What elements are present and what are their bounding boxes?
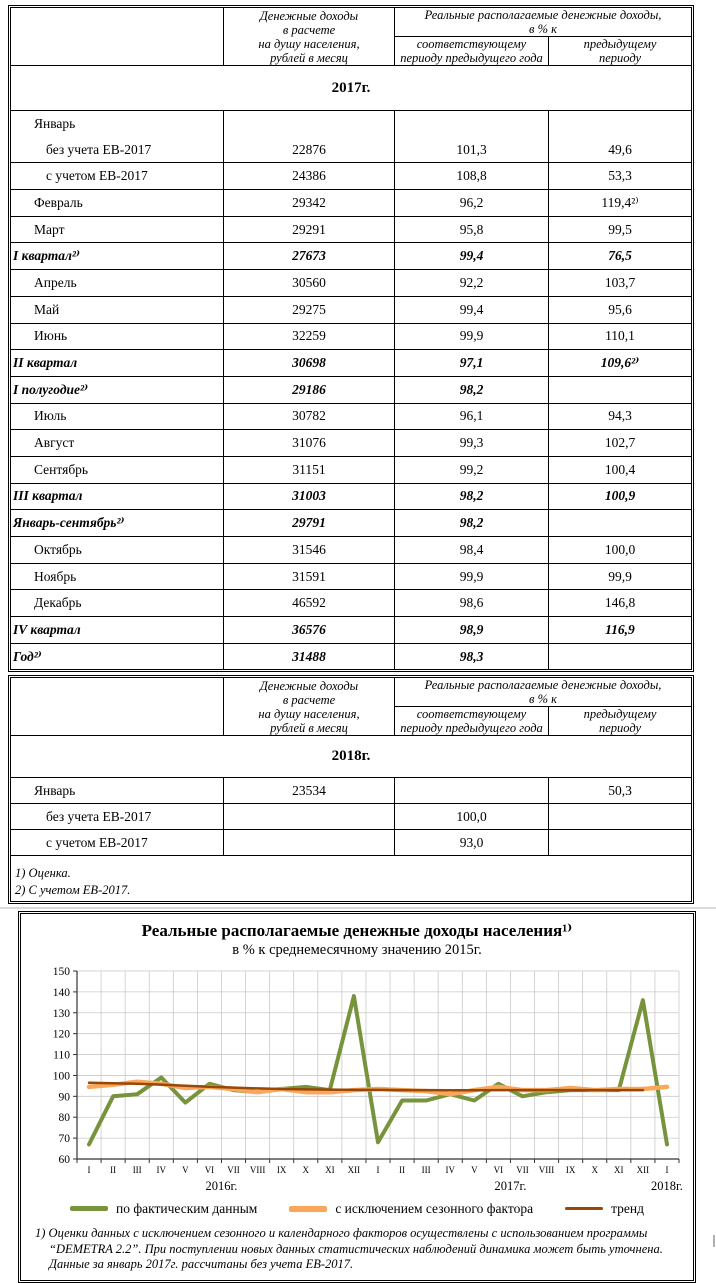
svg-text:I: I — [376, 1164, 380, 1175]
row-value: 31546 — [224, 537, 395, 563]
svg-text:XII: XII — [636, 1164, 650, 1175]
row-value: 29275 — [224, 297, 395, 323]
row-value: 98,2 — [395, 377, 549, 403]
row-value: 96,2 — [395, 190, 549, 216]
row-value: 94,3 — [608, 408, 632, 424]
row-value: 31591 — [224, 564, 395, 590]
table-body-2017 — [11, 111, 691, 669]
svg-text:70: 70 — [58, 1133, 70, 1146]
table-row — [11, 510, 691, 537]
header-subcolumns — [395, 37, 691, 65]
page-edge-mark — [713, 1235, 715, 1247]
row-value: 27673 — [224, 243, 395, 269]
footnote-line: Данные за январь 2017г. рассчитаны без учета ЕВ-2017. — [49, 1257, 354, 1272]
footnote-line: “DEMETRA 2.2”. При поступлении новых данных статистических наблюдений динамика может быть уточнена. — [49, 1241, 663, 1256]
income-chart-panel — [18, 911, 696, 1283]
row-value: 99,9 — [395, 564, 549, 590]
header-real-income-group — [395, 8, 691, 65]
row-value: 95,6 — [608, 301, 632, 317]
header-real-income: Реальные располагаемые денежные доходы, в % к — [395, 8, 691, 37]
legend-label: по фактическим данным — [115, 1200, 258, 1216]
row-value: 76,5 — [608, 248, 632, 264]
table-row — [11, 484, 691, 511]
row-label: Год²⁾ — [11, 644, 224, 670]
row-label: Апрель — [11, 270, 224, 296]
row-label: Март — [11, 217, 224, 243]
svg-text:XI: XI — [325, 1164, 335, 1175]
row-value: 30698 — [224, 350, 395, 376]
legend-item-actual — [70, 1201, 257, 1217]
row-value — [549, 830, 691, 855]
row-value: 99,9 — [395, 324, 549, 350]
row-value: 53,3 — [608, 168, 632, 184]
table-header — [11, 678, 691, 736]
header-empty-cell — [11, 678, 224, 735]
table-row — [11, 564, 691, 591]
row-value: 109,6²⁾ — [600, 355, 640, 371]
header-money-income: Денежные доходы в расчете на душу населения, рублей в месяц — [224, 678, 395, 735]
svg-text:150: 150 — [52, 965, 70, 978]
row-value: 31151 — [224, 457, 395, 483]
svg-text:60: 60 — [58, 1153, 70, 1166]
row-value — [549, 377, 691, 403]
row-label: Июнь — [11, 324, 224, 350]
svg-text:VII: VII — [227, 1164, 240, 1175]
svg-text:110: 110 — [53, 1049, 70, 1062]
row-value: 23534 — [224, 778, 395, 803]
row-label: I полугодие²⁾ — [11, 377, 224, 403]
row-value: 102,7 — [604, 435, 636, 451]
row-label: IV квартал — [11, 617, 224, 643]
row-label: без учета ЕВ-2017 — [11, 137, 224, 163]
row-value: 110,1 — [605, 328, 635, 344]
row-value: 32259 — [224, 324, 395, 350]
header-vs-prev-period: предыдущему периоду — [583, 37, 657, 65]
table-row — [11, 137, 691, 164]
svg-text:2016г.: 2016г. — [205, 1178, 238, 1193]
chart-title: Реальные располагаемые денежные доходы населения¹⁾ — [141, 920, 573, 940]
row-value: 98,9 — [395, 617, 549, 643]
trend-line-swatch-icon — [565, 1207, 603, 1210]
svg-text:120: 120 — [52, 1028, 70, 1041]
income-line-chart — [27, 963, 689, 1199]
row-value: 49,6 — [608, 141, 632, 157]
row-value: 101,3 — [395, 137, 549, 163]
row-label: с учетом ЕВ-2017 — [11, 163, 224, 189]
table-row — [11, 617, 691, 644]
row-value: 99,2 — [395, 457, 549, 483]
row-value — [224, 804, 395, 829]
row-value: 99,4 — [395, 243, 549, 269]
table-row — [11, 163, 691, 190]
year-section-2018: 2018г. — [11, 736, 691, 778]
footnote-line: 1) Оценки данных с исключением сезонного и календарного факторов осуществлены с использованием программы — [35, 1225, 648, 1240]
header-vs-prev-year: соответствующему периоду предыдущего года — [395, 707, 549, 735]
row-label: Октябрь — [11, 537, 224, 563]
legend-label: тренд — [611, 1200, 644, 1216]
table-row — [11, 377, 691, 404]
svg-text:II: II — [110, 1164, 117, 1175]
table-row — [11, 778, 691, 804]
row-value: 31076 — [224, 430, 395, 456]
row-value: 98,6 — [395, 590, 549, 616]
row-value: 36576 — [224, 617, 395, 643]
table-row — [11, 324, 691, 351]
row-label: II квартал — [11, 350, 224, 376]
svg-text:130: 130 — [52, 1007, 70, 1020]
svg-text:X: X — [302, 1164, 310, 1175]
row-label: Ноябрь — [11, 564, 224, 590]
table-row — [11, 217, 691, 244]
svg-text:XI: XI — [614, 1164, 624, 1175]
header-vs-prev-period: предыдущему периоду — [583, 707, 657, 736]
table-row — [11, 297, 691, 324]
table-row — [11, 243, 691, 270]
svg-text:VII: VII — [516, 1164, 529, 1175]
svg-text:2018г.: 2018г. — [651, 1178, 683, 1193]
row-value: 95,8 — [395, 217, 549, 243]
svg-text:140: 140 — [52, 986, 70, 999]
legend-item-seasonal — [289, 1201, 533, 1217]
row-value: 100,9 — [604, 488, 636, 504]
row-value: 100,0 — [604, 541, 636, 557]
row-value: 119,4²⁾ — [601, 194, 639, 210]
row-value: 108,8 — [395, 163, 549, 189]
row-value: 30782 — [224, 404, 395, 430]
row-value: 98,3 — [395, 644, 549, 670]
table-row — [11, 804, 691, 830]
row-label: Май — [11, 297, 224, 323]
header-real-income-group — [395, 678, 691, 735]
svg-text:X: X — [591, 1164, 598, 1175]
row-label: Сентябрь — [11, 457, 224, 483]
table-row — [11, 830, 691, 856]
svg-text:VI: VI — [493, 1164, 504, 1175]
table-row — [11, 430, 691, 457]
table-row — [11, 404, 691, 431]
svg-text:VI: VI — [204, 1164, 215, 1175]
table-header — [11, 8, 691, 66]
table-row — [11, 190, 691, 217]
svg-text:2017г.: 2017г. — [494, 1178, 527, 1193]
svg-text:IX: IX — [565, 1164, 576, 1175]
table-body-2018 — [11, 778, 691, 856]
table-row — [11, 350, 691, 377]
svg-text:IV: IV — [156, 1164, 167, 1175]
table-row — [11, 111, 691, 137]
row-value — [549, 804, 691, 829]
row-value: 29342 — [224, 190, 395, 216]
svg-text:V: V — [471, 1164, 478, 1175]
row-value — [224, 830, 395, 855]
row-label: Январь — [11, 778, 224, 803]
row-label: Август — [11, 430, 224, 456]
svg-text:IV: IV — [445, 1164, 455, 1175]
header-money-income: Денежные доходы в расчете на душу населения, рублей в месяц — [224, 8, 395, 65]
row-label: Январь — [11, 111, 224, 137]
row-value: 99,3 — [395, 430, 549, 456]
row-value: 31003 — [224, 484, 395, 510]
chart-subtitle: в % к среднемесячному значению 2015г. — [232, 941, 482, 958]
table-row — [11, 457, 691, 484]
chart-footnote — [35, 1226, 683, 1273]
row-value: 29186 — [224, 377, 395, 403]
svg-text:80: 80 — [58, 1112, 70, 1125]
svg-text:I: I — [665, 1164, 669, 1175]
row-value — [395, 778, 549, 803]
table-row — [11, 270, 691, 297]
row-value: 97,1 — [395, 350, 549, 376]
legend-label: с исключением сезонного фактора — [335, 1200, 534, 1216]
row-value: 99,9 — [608, 568, 632, 584]
table-footnotes: 1) Оценка. 2) С учетом ЕВ-2017. — [15, 866, 131, 897]
table-row — [11, 644, 691, 670]
header-empty-cell — [11, 8, 224, 65]
row-value: 99,5 — [608, 221, 632, 237]
row-label: III квартал — [11, 484, 224, 510]
svg-text:VIII: VIII — [538, 1164, 555, 1175]
row-value: 50,3 — [608, 782, 632, 798]
svg-text:II: II — [399, 1164, 406, 1175]
row-value: 100,0 — [395, 804, 549, 829]
row-value: 100,4 — [604, 461, 636, 477]
seasonal-line-swatch-icon — [289, 1206, 327, 1212]
row-label: I квартал²⁾ — [11, 243, 224, 269]
actual-line-swatch-icon — [70, 1206, 108, 1211]
row-value: 146,8 — [604, 595, 636, 611]
row-value: 30560 — [224, 270, 395, 296]
row-value — [549, 510, 691, 536]
row-value — [395, 111, 549, 137]
svg-text:IX: IX — [276, 1164, 287, 1175]
row-value: 31488 — [224, 644, 395, 670]
svg-text:III: III — [132, 1164, 142, 1175]
page-separator — [0, 907, 716, 909]
row-value: 93,0 — [395, 830, 549, 855]
row-value: 22876 — [224, 137, 395, 163]
row-value: 99,4 — [395, 297, 549, 323]
table-row — [11, 537, 691, 564]
row-value: 98,2 — [395, 484, 549, 510]
year-section-2017: 2017г. — [11, 66, 691, 111]
row-value: 24386 — [224, 163, 395, 189]
svg-text:V: V — [182, 1164, 189, 1175]
table-row — [11, 590, 691, 617]
row-value: 29291 — [224, 217, 395, 243]
header-subcolumns — [395, 707, 691, 735]
row-value — [549, 111, 691, 137]
income-table-2017 — [8, 5, 694, 672]
legend-item-trend — [565, 1201, 644, 1217]
row-label: без учета ЕВ-2017 — [11, 804, 224, 829]
svg-text:100: 100 — [52, 1070, 70, 1083]
svg-text:90: 90 — [58, 1091, 70, 1104]
row-label: Декабрь — [11, 590, 224, 616]
row-value — [549, 644, 691, 670]
svg-text:I: I — [87, 1164, 91, 1175]
row-label: с учетом ЕВ-2017 — [11, 830, 224, 855]
row-value: 92,2 — [395, 270, 549, 296]
row-value: 98,4 — [395, 537, 549, 563]
row-label: Июль — [11, 404, 224, 430]
row-value: 29791 — [224, 510, 395, 536]
row-value: 98,2 — [395, 510, 549, 536]
chart-legend — [21, 1201, 693, 1217]
row-value: 103,7 — [604, 274, 636, 290]
row-value: 96,1 — [395, 404, 549, 430]
svg-text:III: III — [421, 1164, 431, 1175]
row-value — [224, 111, 395, 137]
header-real-income: Реальные располагаемые денежные доходы, в % к — [395, 678, 691, 707]
row-value: 116,9 — [605, 621, 635, 637]
row-label: Февраль — [11, 190, 224, 216]
row-value: 46592 — [224, 590, 395, 616]
svg-text:VIII: VIII — [249, 1164, 266, 1175]
svg-text:XII: XII — [347, 1164, 361, 1175]
row-label: Январь-сентябрь²⁾ — [11, 510, 224, 536]
income-table-2018 — [8, 675, 694, 904]
header-vs-prev-year: соответствующему периоду предыдущего года — [395, 37, 549, 65]
